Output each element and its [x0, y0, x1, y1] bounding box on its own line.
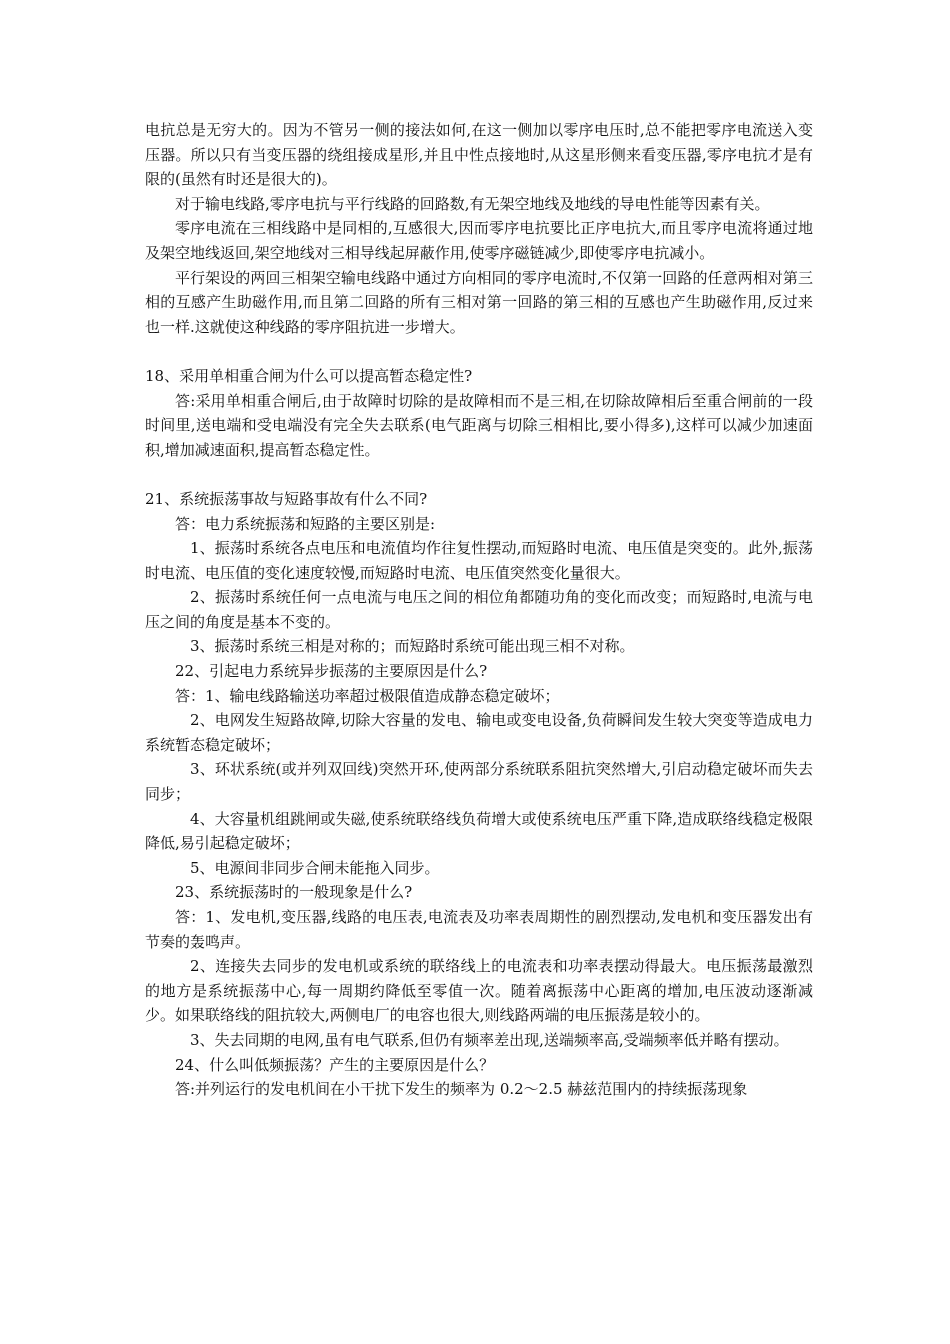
spacer [145, 462, 813, 487]
answer-21-item-2: 2、振荡时系统任何一点电流与电压之间的相位角都随功角的变化而改变；而短路时,电流与电压之间的角度是基本不变的。 [145, 588, 813, 631]
spacer [145, 339, 813, 364]
paragraph-line-reactance: 对于输电线路,零序电抗与平行线路的回路数,有无架空地线及地线的导电性能等因素有关。 [175, 194, 770, 213]
paragraph-parallel-lines: 平行架设的两回三相架空输电线路中通过方向相同的零序电流时,不仅第一回路的任意两相对第三相的互感产生助磁作用,而且第二回路的所有三相对第一回路的第三相的互感也产生助磁作用,反过来也一样.这就使这种线路的零序阻抗进一步增大。 [145, 268, 813, 336]
answer-21-item-3: 3、振荡时系统三相是对称的；而短路时系统可能出现三相不对称。 [190, 637, 635, 656]
answer-21-item-1: 1、振荡时系统各点电压和电流值均作往复性摆动,而短路时电流、电压值是突变的。此外,振荡时电流、电压值的变化速度较慢,而短路时电流、电压值突然变化量很大。 [145, 539, 813, 582]
paragraph-zero-sequence-transformer: 电抗总是无穷大的。因为不管另一侧的接法如何,在这一侧加以零序电压时,总不能把零序电流送入变压器。所以只有当变压器的绕组接成星形,并且中性点接地时,从这星形侧来看变压器,零序电抗才是有限的(虽然有时还是很大的)。 [145, 121, 813, 189]
answer-23-item-1: 答：1、发电机,变压器,线路的电压表,电流表及功率表周期性的剧烈摆动,发电机和变压器发出有节奏的轰鸣声。 [145, 908, 813, 951]
answer-22-item-2: 2、电网发生短路故障,切除大容量的发电、输电或变电设备,负荷瞬间发生较大突变等造成电力系统暂态稳定破坏； [145, 711, 813, 754]
answer-23-item-3: 3、失去同期的电网,虽有电气联系,但仍有频率差出现,送端频率高,受端频率低并略有摆动。 [190, 1030, 789, 1049]
paragraph-zero-sequence-current: 零序电流在三相线路中是同相的,互感很大,因而零序电抗要比正序电抗大,而且零序电流将通过地及架空地线返回,架空地线对三相导线起屏蔽作用,使零序磁链减少,即使零序电抗减小。 [145, 219, 813, 262]
document-page [145, 118, 813, 1102]
answer-18: 答:采用单相重合闸后,由于故障时切除的是故障相而不是三相,在切除故障相后至重合闸前的一段时间里,送电端和受电端没有完全失去联系(电气距离与切除三相相比,要小得多),这样可以减少加速面积,增加减速面积,提高暂态稳定性。 [145, 391, 813, 459]
answer-24: 答:并列运行的发电机间在小干扰下发生的频率为 0.2～2.5 赫兹范围内的持续振荡现象 [175, 1080, 748, 1099]
answer-22-item-4: 4、大容量机组跳闸或失磁,使系统联络线负荷增大或使系统电压严重下降,造成联络线稳定极限降低,易引起稳定破坏； [145, 809, 813, 853]
question-21: 21、系统振荡事故与短路事故有什么不同? [145, 489, 428, 508]
answer-22-item-3: 3、环状系统(或并列双回线)突然开环,使两部分系统联系阻抗突然增大,引启动稳定破坏而失去同步； [145, 760, 813, 804]
question-22: 22、引起电力系统异步振荡的主要原因是什么? [175, 662, 488, 681]
question-23: 23、系统振荡时的一般现象是什么? [175, 883, 413, 902]
answer-22-item-5: 5、电源间非同步合闸未能拖入同步。 [190, 858, 440, 877]
question-18: 18、采用单相重合闸为什么可以提高暂态稳定性? [145, 366, 473, 385]
answer-22-item-1: 答：1、输电线路输送功率超过极限值造成静态稳定破坏； [175, 686, 560, 705]
answer-23-item-2: 2、连接失去同步的发电机或系统的联络线上的电流表和功率表摆动得最大。电压振荡最激烈的地方是系统振荡中心,每一周期约降低至零值一次。随着离振荡中心距离的增加,电压波动逐渐减少。如果联络线的阻抗较大,两侧电厂的电容也很大,则线路两端的电压振荡是较小的。 [145, 957, 813, 1025]
answer-21-intro: 答：电力系统振荡和短路的主要区别是: [175, 514, 436, 533]
question-24: 24、什么叫低频振荡？产生的主要原因是什么？ [175, 1055, 495, 1074]
